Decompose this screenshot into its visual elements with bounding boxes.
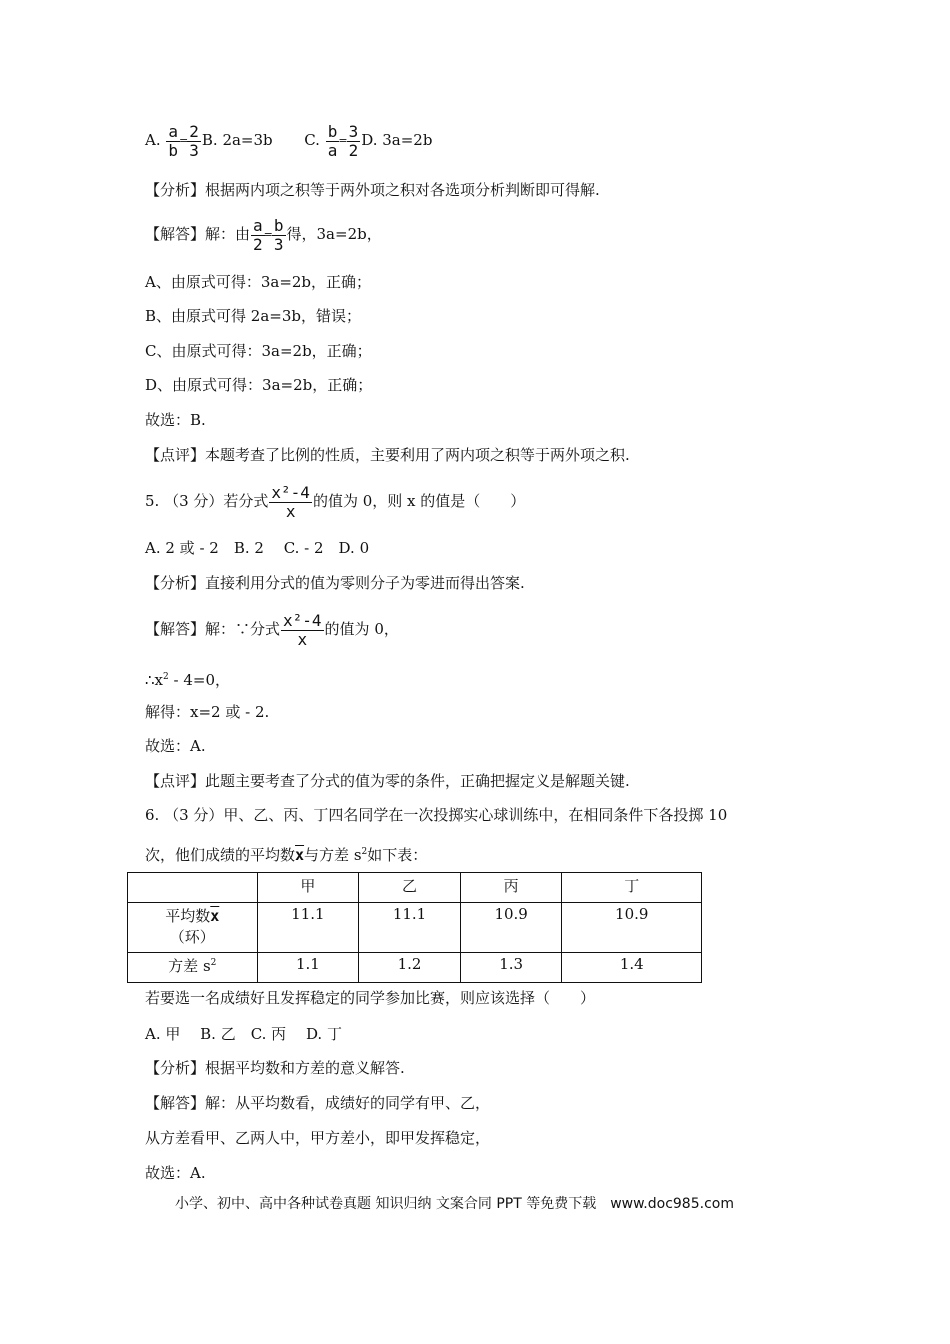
option-b: B. 2a=3b [201,131,273,149]
table-header-cell: 乙 [359,873,461,903]
q6-question: 若要选一名成绩好且发挥稳定的同学参加比赛，则应该选择（ ） [145,989,596,1007]
q4-line-a: A、由原式可得：3a=2b，正确； [145,273,372,291]
fraction-2-over-3: $\frac{2}{3}$ [189,121,199,160]
option-c-label: C. [304,131,320,149]
q6-answer1: 【解答】解：从平均数看，成绩好的同学有甲、乙， [145,1094,491,1112]
q5-step2: 解得：x=2 或 - 2. [145,703,270,721]
fraction-b-over-a: $\frac{b}{a}$ [327,121,338,160]
option-d: D. 3a=2b [361,131,433,149]
table-row [128,953,702,983]
table-header-cell: 丁 [562,873,702,903]
row-label-variance: 方差 $s^2$ [128,953,258,983]
table-header-cell: 甲 [257,873,359,903]
row-label-mean: 平均数$\overline{x}$ （环） [128,903,258,953]
table-cell: 10.9 [460,903,562,953]
q5-analysis: 【分析】直接利用分式的值为零则分子为零进而得出答案. [145,574,525,592]
q6-options: A. 甲 B. 乙 C. 丙 D. 丁 [145,1025,342,1043]
table-row [128,903,702,953]
table-cell: 11.1 [359,903,461,953]
q4-options: A. $\frac{a}{b}$ = $\frac{2}{3}$ B. 2a=3b C. $\frac{b}{a}$ = $\frac{3}{2}$ D. 3a=2b [145,121,433,160]
q4-analysis: 【分析】根据两内项之积等于两外项之积对各选项分析判断即可得解. [145,181,600,199]
fraction-3-over-2: $\frac{3}{2}$ [348,121,359,160]
q6-answer2: 从方差看甲、乙两人中，甲方差小，即甲发挥稳定， [145,1129,491,1147]
fraction-a-over-2: $\frac{a}{2}$ [253,215,263,254]
q4-comment: 【点评】本题考查了比例的性质，主要利用了两内项之积等于两外项之积. [145,446,630,464]
table-cell: 10.9 [562,903,702,953]
fraction-a-over-b: $\frac{a}{b}$ [168,121,179,160]
q5-options: A. 2 或 - 2 B. 2 C. - 2 D. 0 [145,539,370,557]
page-footer: 小学、初中、高中各种试卷真题 知识归纳 文案合同 PPT 等免费下载 www.doc985.com [175,1196,734,1212]
table-header-cell: 丙 [460,873,562,903]
q4-line-c: C、由原式可得：3a=2b，正确； [145,342,372,360]
q4-line-d: D、由原式可得：3a=2b，正确； [145,376,373,394]
table-header-row [128,873,702,903]
table-cell: 11.1 [257,903,359,953]
fraction-b-over-3: $\frac{b}{3}$ [273,215,284,254]
q4-choice: 故选：B. [145,411,206,429]
q4-line-b: B、由原式可得 2a=3b，错误； [145,307,361,325]
table-cell: 1.1 [257,953,359,983]
table-cell: 1.2 [359,953,461,983]
score-table [127,872,702,983]
table-cell: 1.4 [562,953,702,983]
option-a-label: A. [145,131,161,149]
fraction-x2-4-over-x: $\frac{\text{x²-4}}{x}$ [271,482,310,521]
q6-stem-line2: 次，他们成绩的平均数$\overline{x}$与方差 $s^2$如下表： [145,846,428,864]
q5-stem: 5. （3 分）若分式 $\frac{\text{x²-4}}{x}$ 的值为 0，则 x 的值是（ ） [145,482,526,521]
q5-step1: $\therefore x^2 - 4=0$， [145,671,231,689]
q6-analysis: 【分析】根据平均数和方差的意义解答. [145,1059,405,1077]
q6-stem-line1: 6. （3 分）甲、乙、丙、丁四名同学在一次投掷实心球训练中，在相同条件下各投掷 10 [145,806,728,824]
table-header-cell [128,873,258,903]
q6-choice: 故选：A. [145,1164,206,1182]
q5-comment: 【点评】此题主要考查了分式的值为零的条件，正确把握定义是解题关键. [145,772,630,790]
table-cell: 1.3 [460,953,562,983]
q5-choice: 故选：A. [145,737,206,755]
q5-answer: 【解答】解：∵分式 $\frac{\text{x²-4}}{x}$ 的值为 0， [145,610,399,649]
fraction-x2-4-over-x-answer: $\frac{\text{x²-4}}{x}$ [283,610,322,649]
q4-answer: 【解答】解：由 $\frac{a}{2}$ = $\frac{b}{3}$ 得，3a=2b， [145,215,382,254]
